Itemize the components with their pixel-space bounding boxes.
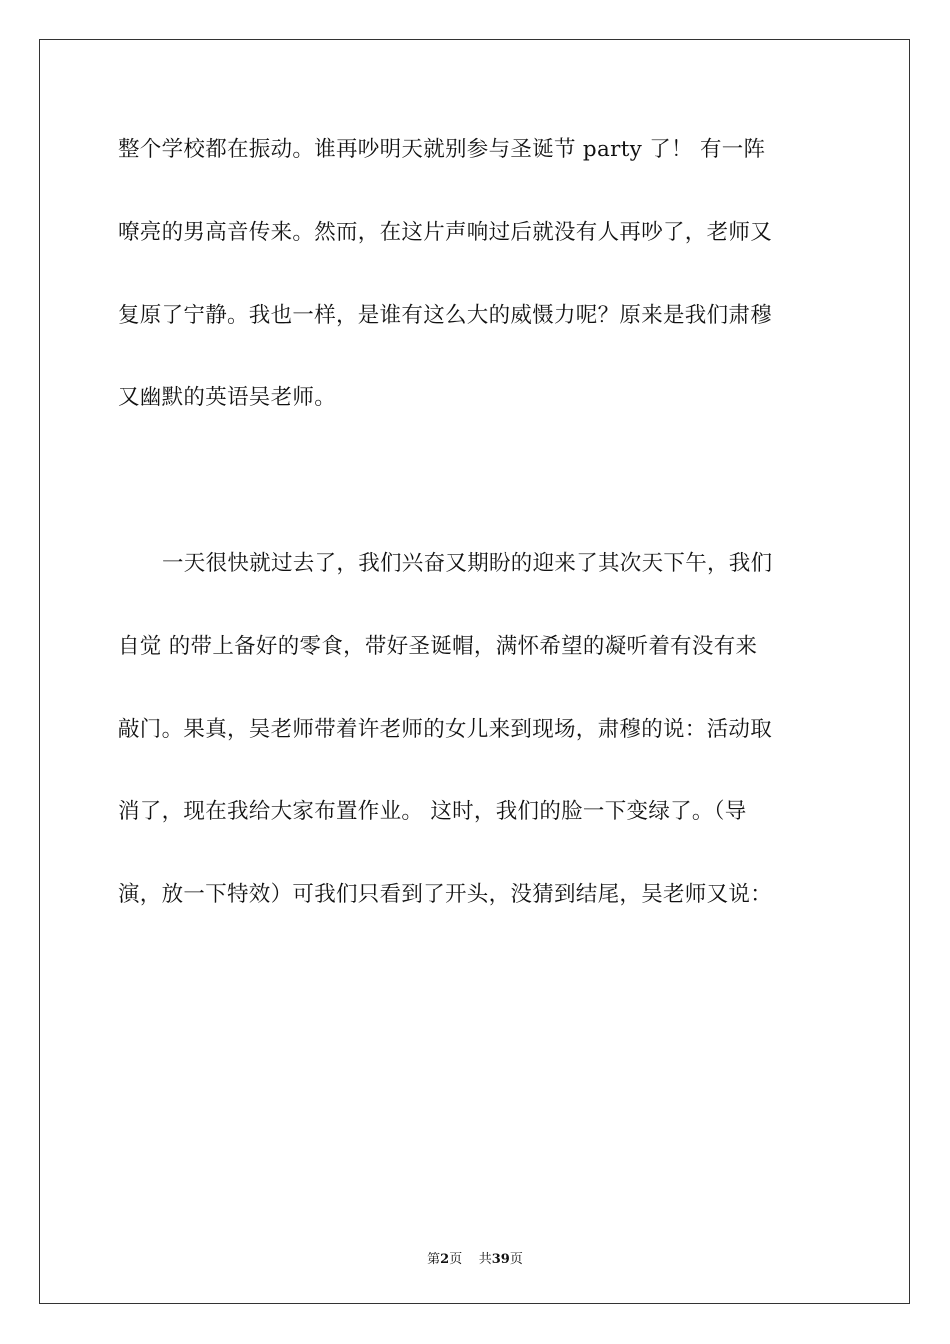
page-suffix: 页 (449, 1252, 463, 1267)
text-line-9: 消了，现在我给大家布置作业。 这时，我们的脸一下变绿了。（导 (118, 799, 747, 825)
text-line-10: 演，放一下特效）可我们只看到了开头，没猜到结尾，吴老师又说： (118, 882, 773, 908)
text-line-4: 又幽默的英语吴老师。 (118, 385, 337, 411)
text-line-6-paragraph-start: 一天很快就过去了，我们兴奋又期盼的迎来了其次天下午，我们 (162, 550, 773, 576)
blank-line (118, 457, 834, 540)
total-pages: 39 (491, 1252, 510, 1267)
text-line-7: 自觉 的带上备好的零食，带好圣诞帽，满怀希望的凝听着有没有来 (118, 633, 758, 659)
total-suffix: 页 (509, 1252, 523, 1267)
text-line-1: 整个学校都在振动。谁再吵明天就别参与圣诞节 party 了！ 有一阵 (118, 137, 766, 162)
text-line-2: 嘹亮的男高音传来。然而，在这片声响过后就没有人再吵了，老师又 (118, 219, 773, 245)
text-line-3: 复原了宁静。我也一样，是谁有这么大的威慑力呢？原来是我们肃穆 (118, 302, 773, 328)
text-line-8: 敲门。果真，吴老师带着许老师的女儿来到现场，肃穆的说：活动取 (118, 716, 773, 742)
page-footer (0, 1248, 950, 1267)
page-prefix: 第 (427, 1252, 441, 1267)
page-number: 2 (440, 1252, 450, 1267)
document-body (118, 126, 834, 954)
total-prefix: 共 (478, 1252, 492, 1267)
